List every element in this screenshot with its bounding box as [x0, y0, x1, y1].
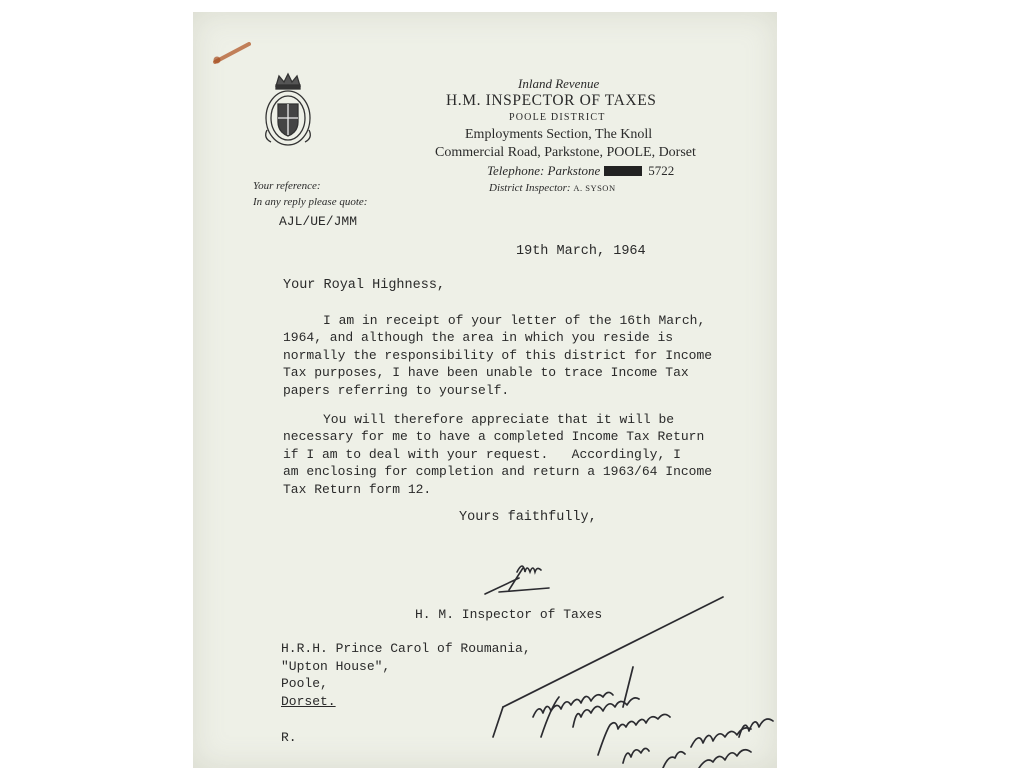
telephone-label: Telephone: Parkstone [487, 163, 601, 178]
district-inspector-name: A. SYSON [573, 183, 616, 193]
typist-initial: R. [281, 730, 297, 745]
district-inspector-label: District Inspector: [489, 182, 571, 194]
telephone-number: 5722 [648, 163, 675, 178]
letter-page [193, 12, 777, 768]
signatory-title: H. M. Inspector of Taxes [415, 607, 603, 622]
recipient-line-4: Dorset. [281, 693, 336, 709]
your-reference-label: Your reference: [253, 180, 321, 192]
address-line: Commercial Road, Parkstone, POOLE, Dorset [435, 145, 696, 160]
reply-quote-label: In any reply please quote: [253, 196, 368, 208]
salutation: Your Royal Highness, [283, 278, 446, 293]
district-name: POOLE DISTRICT [509, 112, 606, 123]
district-inspector-line [489, 182, 616, 194]
recipient-line-3: Poole, [281, 676, 328, 691]
telephone-line [487, 163, 674, 179]
paragraph-2 [283, 411, 712, 498]
reference-code: AJL/UE/JMM [279, 214, 358, 229]
paragraph-1 [283, 312, 712, 399]
paragraph-1-text: I am in receipt of your letter of the 16th March, 1964, and although the area in which you reside is normally the responsibility of this district for Income Tax purposes, I have been unable to trace Income Tax papers referring to yourself. [283, 313, 713, 398]
closing: Yours faithfully, [459, 510, 597, 525]
letter-date: 19th March, 1964 [516, 244, 646, 259]
recipient-line-1: H.R.H. Prince Carol of Roumania, [281, 641, 531, 656]
office-title: H.M. INSPECTOR OF TAXES [446, 92, 657, 109]
stain-mark [201, 32, 261, 68]
department-name: Inland Revenue [518, 76, 600, 91]
paragraph-2-text: You will therefore appreciate that it will be necessary for me to have a completed Income Tax Return if I am to deal with your request. Accordingly, I am enclosing for completion and return a 1963/64 Income Tax Return form 12. [283, 412, 713, 497]
redaction-bar [604, 166, 642, 176]
royal-crest-icon [257, 70, 319, 150]
section-line: Employments Section, The Knoll [465, 127, 653, 142]
recipient-line-2: "Upton House", [281, 658, 391, 674]
handwritten-annotation [423, 587, 777, 768]
